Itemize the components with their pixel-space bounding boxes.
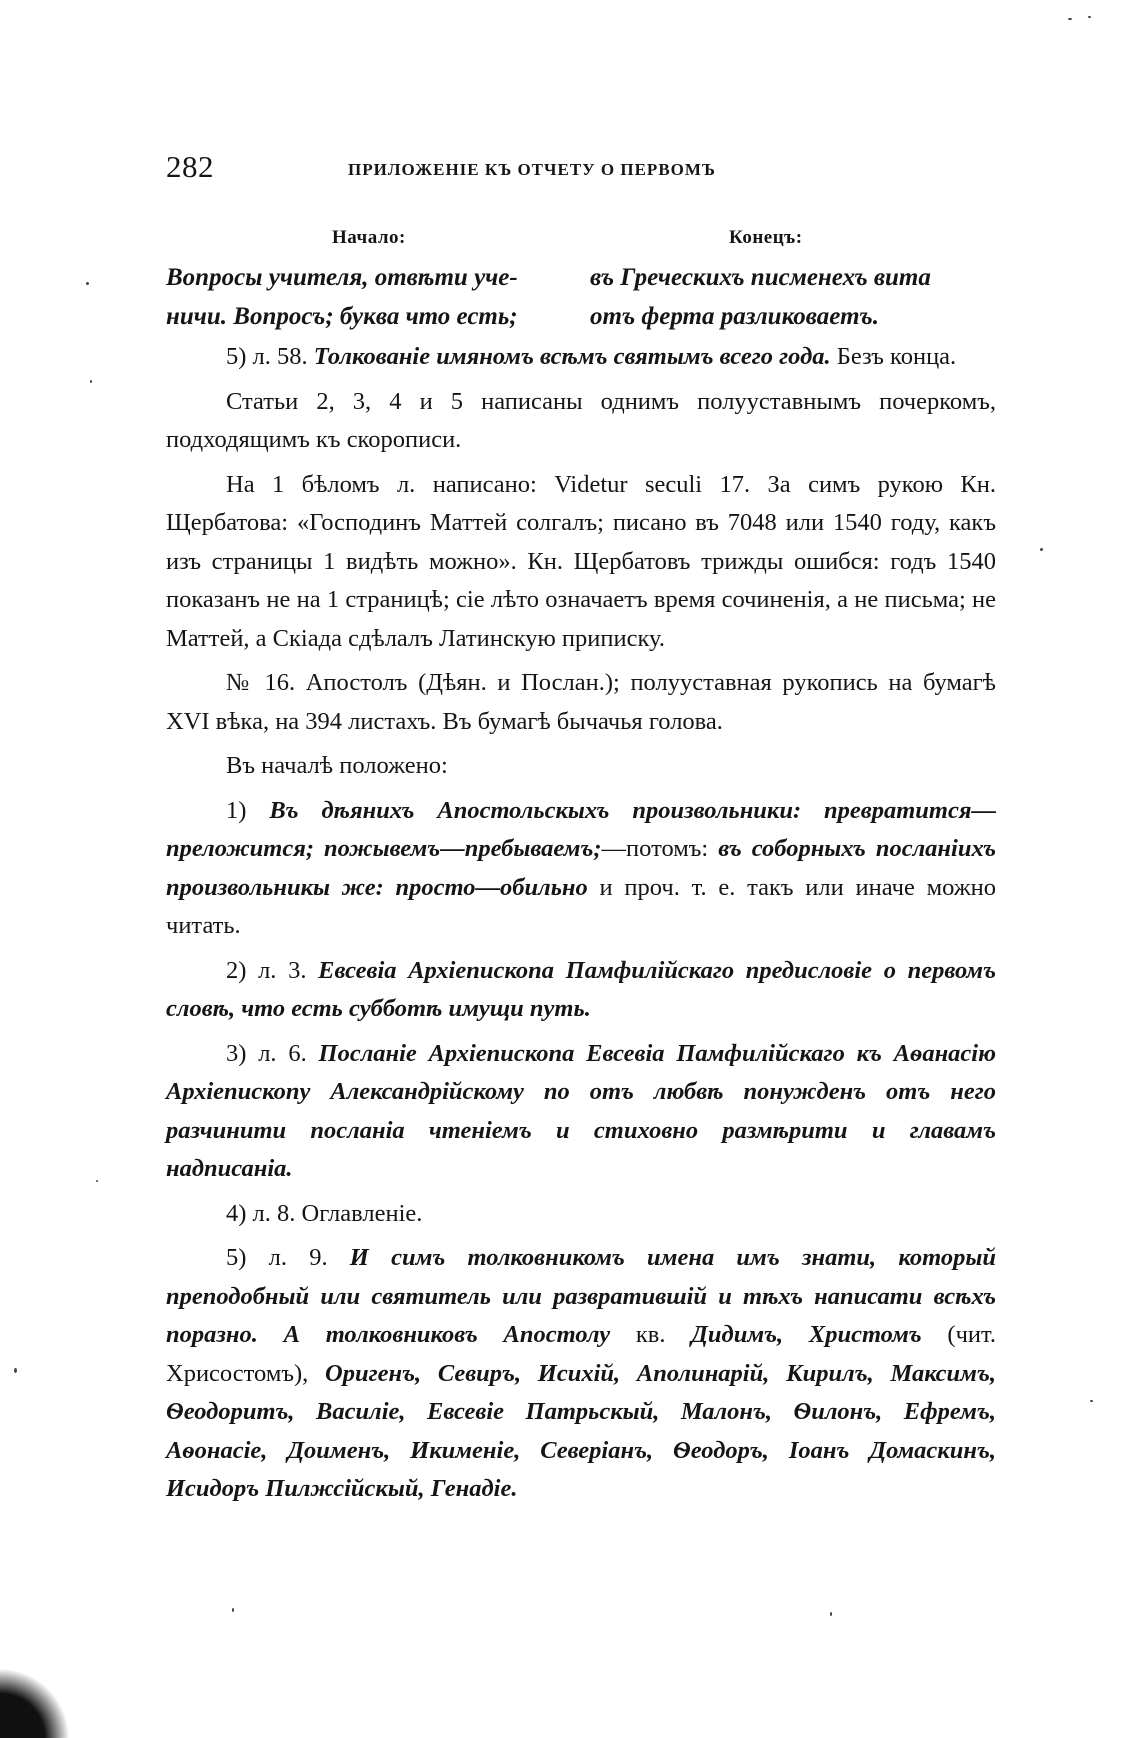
scan-speck	[232, 1608, 234, 1612]
text-run: 5) л. 9.	[226, 1244, 350, 1271]
paragraph-manuscript-16	[166, 664, 996, 741]
italic-title: Оригенъ, Севиръ, Исихій, Аполинарій, Кирилъ, Максимъ, Ѳеодоритъ, Василіе, Евсевіе Патрьскый, Малонъ, Ѳилонъ, Ефремъ, Аѳонасіе, Доименъ, Икименіе, Северіанъ, Ѳеодоръ, Іоанъ Домаскинъ, Исидоръ Пилжсійскый, Генадіе.	[166, 1359, 996, 1502]
text-run: 1)	[226, 796, 270, 824]
scan-speck	[1068, 18, 1072, 20]
paragraph-contents-intro	[166, 747, 996, 786]
scan-speck	[1088, 16, 1091, 18]
italic-title: Дидимъ, Христомъ	[691, 1321, 922, 1348]
italic-title: Посланіе Архіепископа Евсевіа Памфилійскаго къ Аѳанасію Архіепископу Александрійскому по отъ любвѣ понужденъ отъ него разчинити посланіа чтеніемъ и стиховно размѣрити и главамъ надписаніа.	[166, 1039, 996, 1182]
running-title: ПРИЛОЖЕНІЕ КЪ ОТЧЕТУ О ПЕРВОМЪ	[348, 160, 716, 179]
italic-title: Въ дѣянихъ Апостольскыхъ произвольники: превратится—преложится; пожывемъ—пребываемъ;	[166, 796, 996, 862]
text-run: —потомъ:	[601, 835, 719, 862]
text-run: Безъ конца.	[830, 343, 957, 370]
column-heading-end: Конецъ:	[729, 227, 803, 248]
text-run: 5) л. 58.	[226, 343, 314, 370]
paragraph-shcherbatov-note	[166, 466, 996, 659]
text-run: 2) л. 3.	[226, 956, 319, 984]
scan-speck	[1090, 1400, 1093, 1402]
scan-edge-shadow	[0, 1668, 70, 1738]
incipit-line: Вопросы учителя, отвѣти уче-	[166, 264, 518, 291]
italic-title: въ соборныхъ посланіихъ произвольникы же: просто—обильно	[166, 835, 997, 901]
italic-title: Евсевіа Архіепископа Памфилійскаго предисловіе о первомъ словѣ, что есть субботѣ имущи путь.	[166, 956, 996, 1022]
scan-speck	[14, 1368, 17, 1373]
incipit-column	[166, 258, 566, 336]
paragraph-item-1	[166, 792, 996, 946]
text-run: 3) л. 6.	[226, 1039, 319, 1067]
scan-speck	[96, 1180, 98, 1182]
text-run: (чит. Хрисостомъ),	[166, 1321, 996, 1387]
text-run: Въ началѣ положено:	[226, 752, 448, 779]
body-text	[166, 338, 996, 1509]
scan-speck	[90, 380, 92, 383]
text-run: кв.	[610, 1321, 692, 1348]
page-header	[166, 150, 996, 190]
text-run: 4) л. 8. Оглавленіе.	[226, 1199, 423, 1227]
scan-speck	[830, 1612, 832, 1616]
scan-speck	[1040, 548, 1043, 551]
text-run: № 16. Апостолъ (Дѣян. и Послан.); полууставная рукопись на бумагѣ XVI вѣка, на 394 листахъ. Въ бумагѣ бычачья голова.	[166, 669, 996, 735]
scan-speck	[86, 282, 89, 285]
page-number: 282	[166, 149, 214, 184]
incipit-line: ничи. Вопросъ; буква что есть;	[166, 303, 518, 330]
explicit-line: отъ ферта разликоваетъ.	[590, 303, 879, 330]
text-run: На 1 бѣломъ л. написано: Videtur seculi 17. За симъ рукою Кн. Щербатова: «Господинъ Маттей солгалъ; писано въ 7048 или 1540 году, какъ изъ страницы 1 видѣть можно». Кн. Щербатовъ трижды ошибся: годъ 1540 показанъ не на 1 страницѣ; сіе лѣто означаетъ время сочиненія, а не письма; не Маттей, а Скіада сдѣлалъ Латинскую приписку.	[166, 470, 996, 652]
italic-title: И симъ толковникомъ имена имъ знати, который преподобный или святитель или развратившій и тѣхъ написати всѣхъ поразно. А толковниковъ Апостолу	[166, 1244, 996, 1348]
text-run: и проч. т. е. такъ или иначе можно читать.	[166, 873, 997, 939]
paragraph-item-4	[166, 1195, 996, 1234]
paragraph-handwriting-note	[166, 383, 996, 460]
column-heading-start: Начало:	[332, 227, 406, 248]
paragraph-item-5-leaf-58	[166, 338, 996, 377]
paragraph-item-3	[166, 1035, 996, 1189]
italic-title: Толкованіе имяномъ всѣмъ святымъ всего года.	[313, 343, 831, 370]
text-run: Статьи 2, 3, 4 и 5 написаны однимъ полууставнымъ почеркомъ, подходящимъ къ скорописи.	[166, 387, 996, 453]
explicit-line: въ Греческихъ писменехъ вита	[590, 264, 931, 291]
paragraph-item-5-leaf-9	[166, 1239, 996, 1509]
explicit-column	[590, 258, 1000, 336]
paragraph-item-2	[166, 952, 996, 1029]
